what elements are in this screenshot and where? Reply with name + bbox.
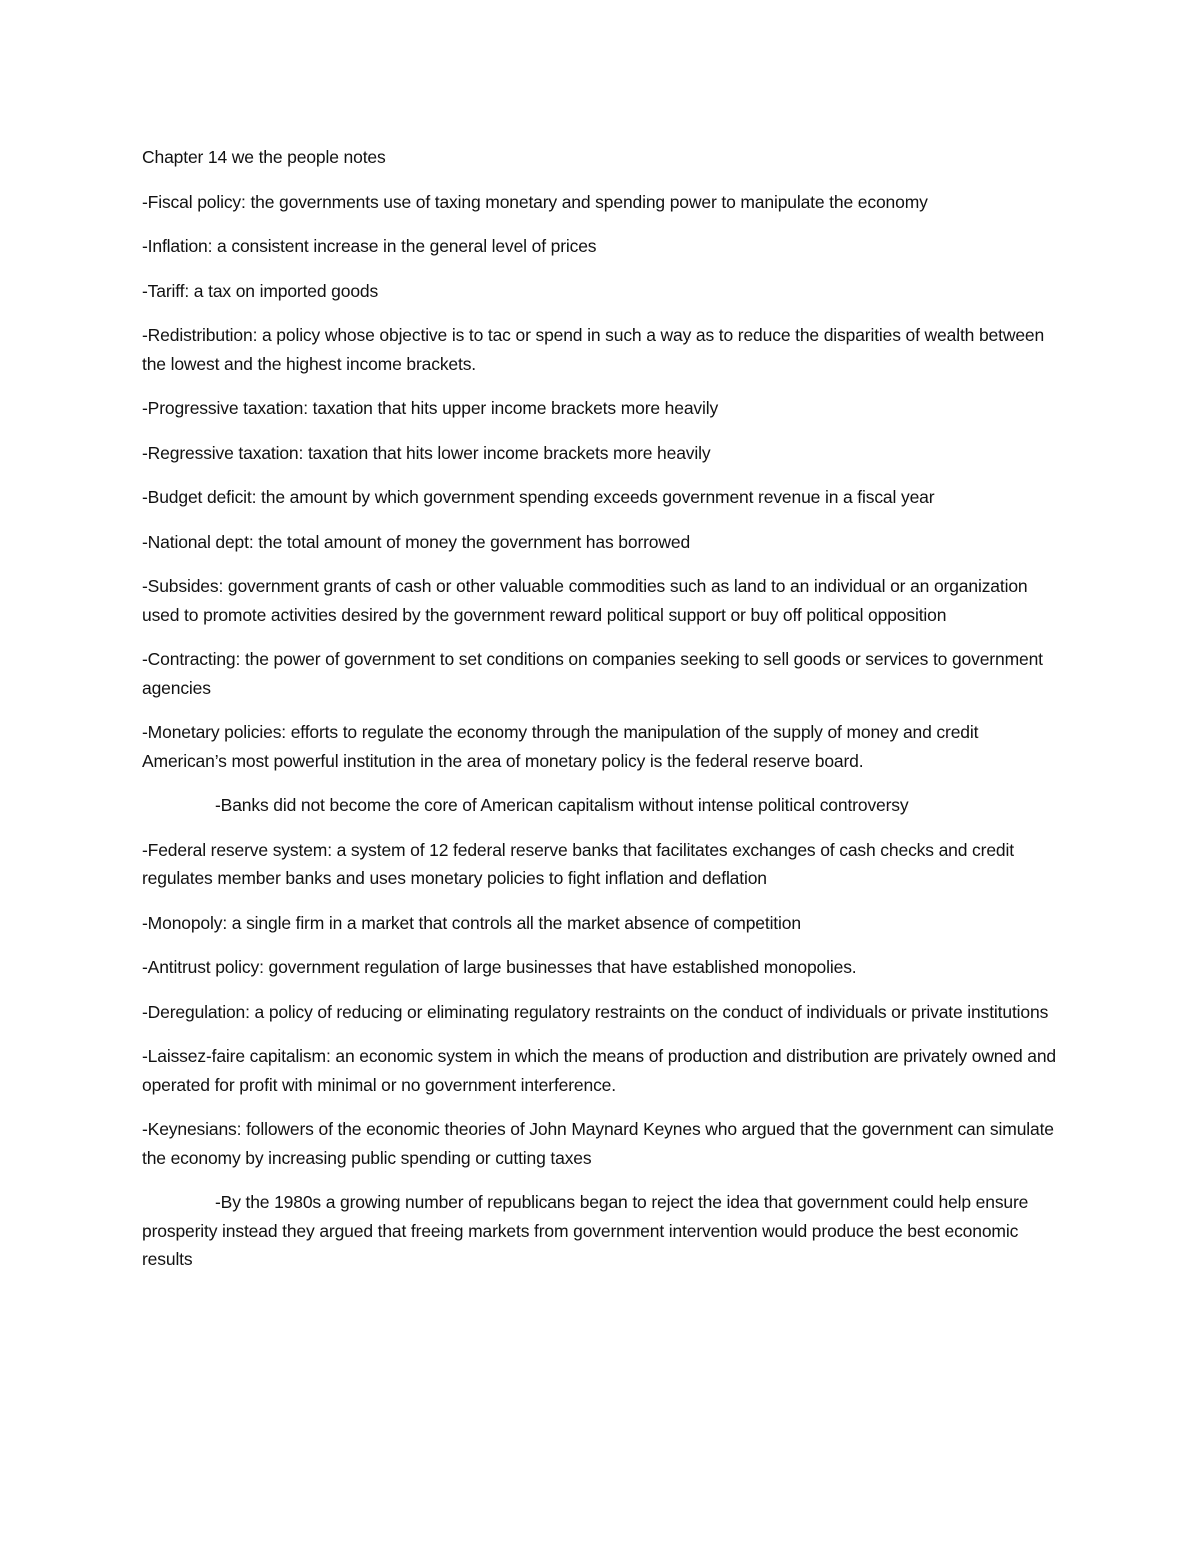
note-monetary-policies: -Monetary policies: efforts to regulate the economy through the manipulation of the supply of money and credit American’s most powerful institution in the area of monetary policy is the federal reserve board. <box>142 722 979 771</box>
note-inflation: -Inflation: a consistent increase in the general level of prices <box>142 236 597 256</box>
note-progressive-taxation: -Progressive taxation: taxation that hits upper income brackets more heavily <box>142 398 719 418</box>
note-keynesians: -Keynesians: followers of the economic theories of John Maynard Keynes who argued that the government can simulate the economy by increasing public spending or cutting taxes <box>142 1119 1054 1168</box>
note-laissez-faire: -Laissez-faire capitalism: an economic system in which the means of production and distribution are privately owned and operated for profit with minimal or no government interference. <box>142 1046 1057 1095</box>
note-national-debt: -National dept: the total amount of money the government has borrowed <box>142 531 691 552</box>
note-subsidies: -Subsides: government grants of cash or other valuable commodities such as land to an individual or an organization used to promote activities desired by the government reward political support or buy off political opposition <box>142 576 1028 625</box>
note-banks-controversy: -Banks did not become the core of American capitalism without intense political controversy <box>215 795 909 815</box>
document-title: Chapter 14 we the people notes <box>142 147 386 167</box>
note-contracting: -Contracting: the power of government to set conditions on companies seeking to sell goods or services to government agencies <box>142 649 1043 698</box>
note-monopoly: -Monopoly: a single firm in a market that controls all the market absence of competition <box>142 912 801 933</box>
note-redistribution: -Redistribution: a policy whose objective is to tac or spend in such a way as to reduce the disparities of wealth between the lowest and the highest income brackets. <box>142 325 1045 374</box>
note-budget-deficit: -Budget deficit: the amount by which government spending exceeds government revenue in a fiscal year <box>142 487 935 507</box>
note-deregulation: -Deregulation: a policy of reducing or eliminating regulatory restraints on the conduct of individuals or private institutions <box>142 1001 1049 1022</box>
note-tariff: -Tariff: a tax on imported goods <box>142 280 379 301</box>
note-regressive-taxation: -Regressive taxation: taxation that hits lower income brackets more heavily <box>142 442 711 463</box>
note-federal-reserve-system: -Federal reserve system: a system of 12 federal reserve banks that facilitates exchanges of cash checks and credit regulates member banks and uses monetary policies to fight inflation and deflation <box>142 839 1014 888</box>
note-fiscal-policy: -Fiscal policy: the governments use of taxing monetary and spending power to manipulate the economy <box>142 191 928 212</box>
note-1980s-republicans: -By the 1980s a growing number of republicans began to reject the idea that government could help ensure prosperity instead they argued that freeing markets from government intervention would produce the best economic results <box>142 1192 1029 1269</box>
note-antitrust-policy: -Antitrust policy: government regulation of large businesses that have established monopolies. <box>142 957 857 977</box>
document-body <box>142 143 1057 1290</box>
